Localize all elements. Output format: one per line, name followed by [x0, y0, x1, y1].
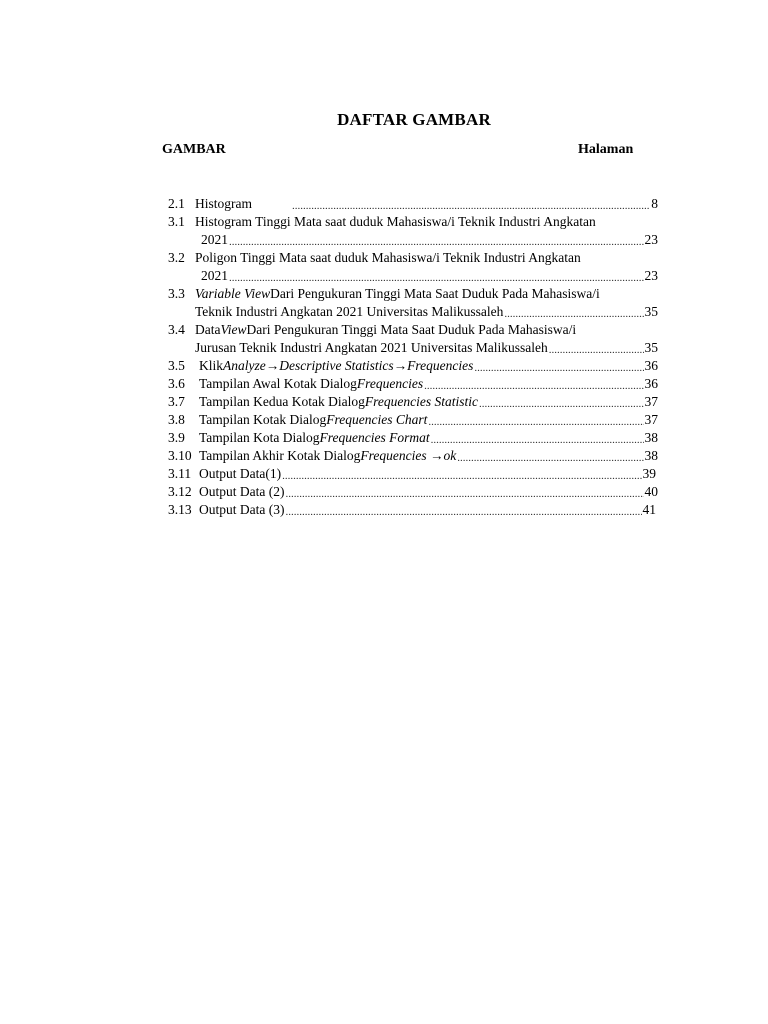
leader-dots [457, 451, 643, 465]
leader-dots [229, 235, 644, 249]
entry-title-lead: Tampilan Akhir Kotak Dialog [199, 448, 361, 463]
entry-title-line1: Poligon Tinggi Mata saat duduk Mahasiswa/i Teknik Industri Angkatan [195, 250, 581, 265]
entry-number: 3.9 [168, 430, 185, 445]
entry-number: 3.3 [168, 286, 185, 301]
entry-title-italic: Frequencies Chart [326, 412, 428, 427]
entry-number: 3.1 [168, 214, 185, 229]
entry-number: 3.2 [168, 250, 185, 265]
entry-title-italic: Variable View [195, 286, 271, 301]
leader-dots [431, 433, 644, 447]
entry-page: 23 [644, 232, 658, 247]
entry-title: Output Data(1) [199, 466, 282, 481]
entry-title-line1: Dari Pengukuran Tinggi Mata Saat Duduk Pada Mahasiswa/i [270, 286, 600, 301]
toc-entry-3-12 [168, 483, 658, 501]
entry-page: 36 [644, 376, 658, 391]
entry-number: 3.6 [168, 376, 185, 391]
entry-title: Output Data (3) [199, 502, 285, 517]
toc-entry-3-9 [168, 429, 658, 447]
leader-dots [428, 415, 643, 429]
entry-number: 3.13 [168, 502, 192, 517]
toc-entry-3-5 [168, 357, 658, 375]
entry-page: 37 [644, 394, 658, 409]
toc-entry-2-1 [168, 195, 658, 213]
entry-page: 38 [644, 430, 658, 445]
entry-title-italic: Analyze→Descriptive Statistics→Frequencies [223, 358, 474, 373]
entry-number: 3.8 [168, 412, 185, 427]
toc-entry-3-1 [168, 213, 658, 249]
entry-title-lead: Data [195, 322, 221, 337]
toc-entry-3-7 [168, 393, 658, 411]
entry-title-lead: Tampilan Kotak Dialog [199, 412, 327, 427]
entry-page: 37 [644, 412, 658, 427]
entry-page: 38 [644, 448, 658, 463]
leader-dots [479, 397, 644, 411]
leader-dots [549, 343, 644, 357]
toc-entry-3-10 [168, 447, 658, 465]
entry-title-lead: Tampilan Kota Dialog [199, 430, 320, 445]
entry-title-line1: Histogram Tinggi Mata saat duduk Mahasiswa/i Teknik Industri Angkatan [195, 214, 596, 229]
leader-dots [285, 487, 643, 501]
leader-dots [285, 505, 641, 519]
entry-title: Output Data (2) [199, 484, 285, 499]
toc-entry-3-4 [168, 321, 658, 357]
entry-title-line1: Dari Pengukuran Tinggi Mata Saat Duduk Pada Mahasiswa/i [246, 322, 577, 337]
entry-page: 39 [642, 466, 656, 481]
toc-entry-3-3 [168, 285, 658, 321]
entry-number: 3.12 [168, 484, 192, 499]
entry-page: 8 [651, 196, 658, 211]
entry-title-italic: Frequencies Format [319, 430, 430, 445]
entry-title-lead: Klik [199, 358, 224, 373]
leader-dots [282, 469, 641, 483]
leader-dots [474, 361, 643, 375]
entry-page: 23 [644, 268, 658, 283]
toc-entry-3-2 [168, 249, 658, 285]
entry-title-line2: 2021 [201, 268, 228, 283]
toc-entry-3-6 [168, 375, 658, 393]
entry-title-italic: Frequencies Statistic [364, 394, 478, 409]
entry-number: 3.7 [168, 394, 185, 409]
toc-entry-3-13 [168, 501, 658, 519]
entry-page: 40 [644, 484, 658, 499]
entry-title-italic: View [220, 322, 247, 337]
entry-page: 41 [642, 502, 656, 517]
entry-page: 35 [644, 304, 658, 319]
page-title: DAFTAR GAMBAR [337, 110, 491, 129]
entry-number: 3.11 [168, 466, 192, 481]
entry-title-italic: Frequencies →ok [360, 448, 457, 463]
entry-page: 36 [644, 358, 658, 373]
entry-number: 2.1 [168, 196, 185, 211]
entry-number: 3.5 [168, 358, 185, 373]
entry-page: 35 [644, 340, 658, 355]
column-header-halaman: Halaman [578, 142, 634, 157]
entry-title-line2: Teknik Industri Angkatan 2021 Universitas Malikussaleh [195, 304, 504, 319]
toc-entry-3-8 [168, 411, 658, 429]
entry-title-lead: Tampilan Awal Kotak Dialog [199, 376, 357, 391]
column-header-gambar: GAMBAR [162, 142, 226, 157]
entry-title-line2: Jurusan Teknik Industri Angkatan 2021 Universitas Malikussaleh [195, 340, 548, 355]
table-of-figures [168, 195, 658, 519]
leader-dots [292, 199, 650, 213]
entry-number: 3.4 [168, 322, 185, 337]
leader-dots [229, 271, 644, 285]
toc-entry-3-11 [168, 465, 658, 483]
entry-title-lead: Tampilan Kedua Kotak Dialog [199, 394, 365, 409]
leader-dots [504, 307, 643, 321]
entry-number: 3.10 [168, 448, 192, 463]
entry-title-line2: 2021 [201, 232, 228, 247]
entry-title-italic: Frequencies [356, 376, 424, 391]
leader-dots [424, 379, 643, 393]
entry-title: Histogram [195, 196, 252, 211]
